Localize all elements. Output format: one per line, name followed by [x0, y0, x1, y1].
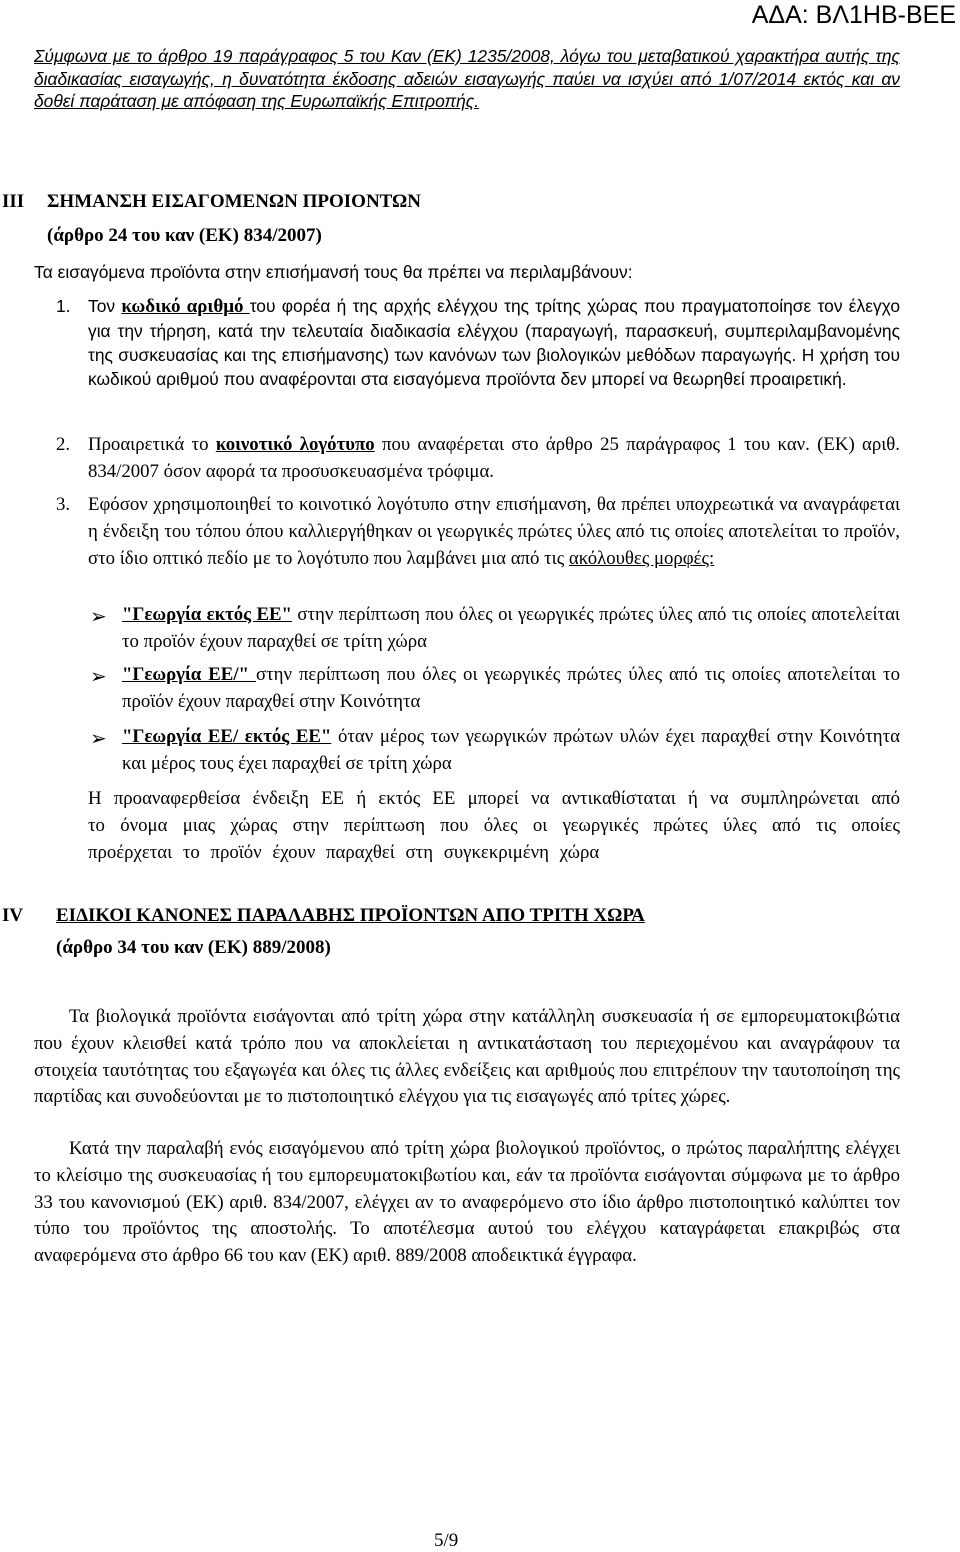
arrow-bullet-icon: ➢ — [90, 664, 107, 688]
section-title-iv: ΕΙΔΙΚΟΙ ΚΑΝΟΝΕΣ ΠΑΡΑΛΑΒΗΣ ΠΡΟΪΟΝΤΩΝ ΑΠΟ ΤΡΙΤΗ ΧΩΡΑ — [56, 905, 645, 926]
section-numeral-iii: III — [2, 191, 25, 212]
section-iv-paragraph-1: Τα βιολογικά προϊόντα εισάγονται από τρίτη χώρα στην κατάλληλη συσκευασία ή σε εμπορευματοκιβώτια που έχουν κλεισθεί κατά τρόπο που να αποκλείεται η αντικατάσταση του περιεχομένου και αναγράφουν τα στοιχεία ταυτότητας του εξαγωγέα και όλες τις άλλες ενδείξεις και αριθμούς που επιτρέπουν την ταυτοποίηση της παρτίδας και συνοδεύονται με το πιστοποιητικό ελέγχου για τις εισαγωγές από τρίτες χώρες. — [34, 1006, 900, 1108]
section-numeral-iv: IV — [2, 905, 24, 926]
bullet-item-2: "Γεωργία ΕΕ/" στην περίπτωση που όλες οι γεωργικές πρώτες ύλες από τις οποίες αποτελείται το προϊόν έχουν παραχθεί στην Κοινότητα — [122, 664, 900, 712]
section-lead: Τα εισαγόμενα προϊόντα στην επισήμανσή τους θα πρέπει να περιλαμβάνουν: — [34, 262, 633, 282]
page-number: 5/9 — [434, 1530, 459, 1551]
item-number-2: 2. — [56, 434, 71, 455]
ada-code: ΑΔΑ: ΒΛ1ΗΒ-ΒΕΕ — [751, 1, 956, 29]
item-paragraph-2: Προαιρετικά το κοινοτικό λογότυπο που αναφέρεται στο άρθρο 25 παράγραφος 1 του καν. (ΕΚ) αριθ. 834/2007 όσον αφορά τα προσυσκευασμένα τρόφιμα. — [88, 434, 900, 482]
bullet-item-1: "Γεωργία εκτός ΕΕ" στην περίπτωση που όλες οι γεωργικές πρώτες ύλες από τις οποίες αποτελείται το προϊόν έχουν παραχθεί σε τρίτη χώρα — [122, 604, 900, 652]
item-number-1: 1. — [56, 296, 71, 316]
item-number-3: 3. — [56, 494, 71, 515]
intro-paragraph: Σύμφωνα με το άρθρο 19 παράγραφος 5 του Καν (ΕΚ) 1235/2008, λόγω του μεταβατικού χαρακτήρα αυτής της διαδικασίας εισαγωγής, η δυνατότητα έκδοσης αδειών εισαγωγής παύει να ισχύει από 1/07/2014 εκτός και αν δοθεί παράταση με απόφαση της Ευρωπαϊκής Επιτροπής. — [34, 46, 900, 111]
item-paragraph-1: Τον κωδικό αριθμό του φορέα ή της αρχής ελέγχου της τρίτης χώρας που πραγματοποίησε τον έλεγχο για την τήρηση, κατά την τελευταία διαδικασία ελέγχου (παραγωγή, παρασκευή, συμπεριλαμβανομένης της συσκευασίας και της επισήμανσης) των κανόνων των βιολογικών μεθόδων παραγωγής. Η χρήση του κωδικού αριθμού που αναφέρονται στα εισαγόμενα προϊόντα δεν μπορεί να θεωρηθεί προαιρετική. — [88, 296, 901, 389]
arrow-bullet-icon: ➢ — [90, 726, 107, 750]
section-subtitle-iv: (άρθρο 34 του καν (ΕΚ) 889/2008) — [56, 937, 331, 958]
item-paragraph-3: Εφόσον χρησιμοποιηθεί το κοινοτικό λογότυπο στην επισήμανση, θα πρέπει υποχρεωτικά να αναγράφεται η ένδειξη του τόπου όπου καλλιεργήθηκαν οι γεωργικές πρώτες ύλες από τις οποίες αποτελείται το προϊόν, στο ίδιο οπτικό πεδίο με το λογότυπο που λαμβάνει μια από τις ακόλουθες μορφές: — [88, 494, 900, 569]
section-title-iii: ΣΗΜΑΝΣΗ ΕΙΣΑΓΟΜΕΝΩΝ ΠΡΟΙΟΝΤΩΝ — [47, 191, 421, 212]
section-subtitle-iii: (άρθρο 24 του καν (ΕΚ) 834/2007) — [47, 225, 322, 246]
closing-paragraph: Η προαναφερθείσα ένδειξη ΕΕ ή εκτός ΕΕ μπορεί να αντικαθίσταται ή να συμπληρώνεται από το όνομα μιας χώρας στην περίπτωση που όλες οι γεωργικές πρώτες ύλες από τις οποίες προέρχεται το προϊόν έχουν παραχθεί στη συγκεκριμένη χώρα — [88, 788, 900, 863]
arrow-bullet-icon: ➢ — [90, 604, 107, 628]
section-iv-paragraph-2: Κατά την παραλαβή ενός εισαγόμενου από τρίτη χώρα βιολογικού προϊόντος, ο πρώτος παραλήπτης ελέγχει το κλείσιμο της συσκευασίας ή του εμπορευματοκιβωτίου και, εάν τα προϊόντα εισάγονται σύμφωνα με το άρθρο 33 του κανονισμού (ΕΚ) αριθ. 834/2007, ελέγχει αν το αναφερόμενο στο ίδιο άρθρο πιστοποιητικό καλύπτει τον τύπο του προϊόντος της αποστολής. Το αποτέλεσμα αυτού του ελέγχου καταγράφεται επακριβώς στα αναφερόμενα στο άρθρο 66 του καν (ΕΚ) αριθ. 889/2008 αποδεικτικά έγγραφα. — [34, 1138, 900, 1267]
bullet-item-3: "Γεωργία ΕΕ/ εκτός ΕΕ" όταν μέρος των γεωργικών πρώτων υλών έχει παραχθεί στην Κοινότητα και μέρος τους έχει παραχθεί σε τρίτη χώρα — [122, 726, 900, 774]
